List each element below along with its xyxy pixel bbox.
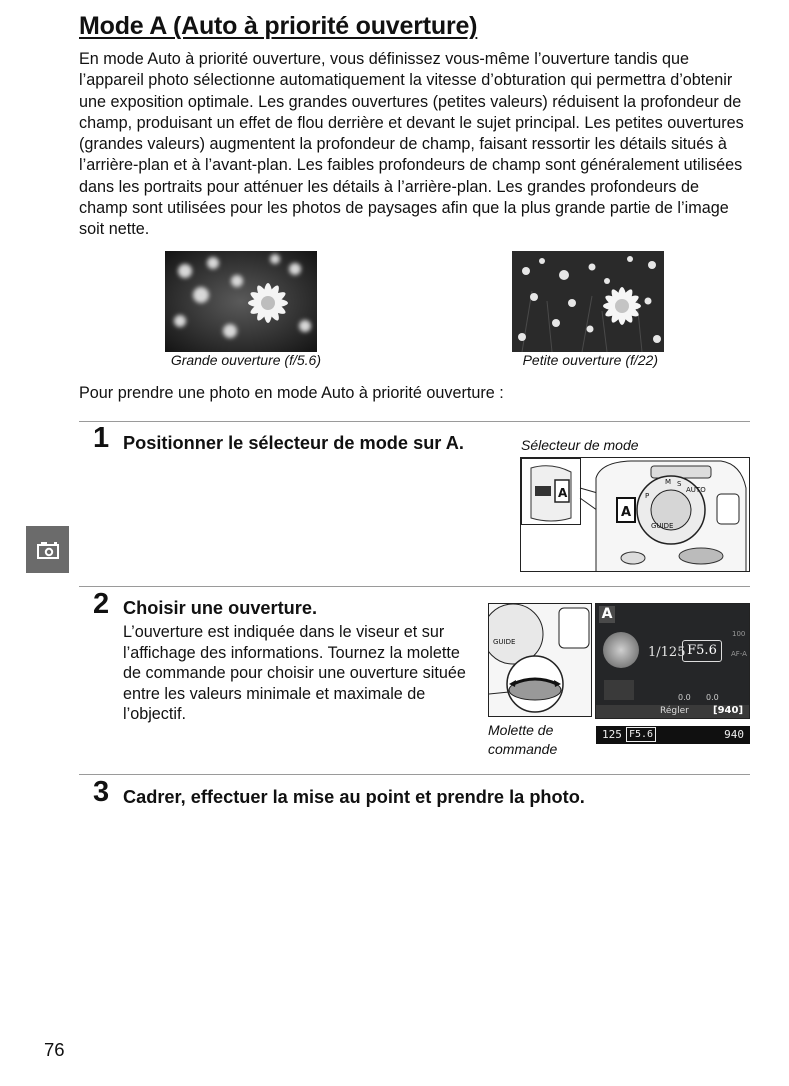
figure-label-mode-dial: Sélecteur de mode <box>521 437 639 453</box>
info-display <box>595 603 750 719</box>
photo-small-aperture <box>512 251 664 352</box>
step-divider <box>79 586 750 587</box>
figure-label-command-dial: commande <box>488 741 558 757</box>
svg-text:GUIDE: GUIDE <box>651 522 674 530</box>
adjust-label: Régler <box>660 706 689 716</box>
photo-caption-large-aperture: Grande ouverture (f/5.6) <box>170 352 321 368</box>
svg-text:AUTO: AUTO <box>686 486 706 494</box>
flash-comp-readout: 0.0 <box>706 693 719 702</box>
step-title: Choisir une ouverture. <box>123 598 318 618</box>
mode-dial-figure <box>520 457 750 572</box>
viewfinder-shots: 940 <box>724 728 744 741</box>
page-number: 76 <box>44 1039 65 1060</box>
step-title: Positionner le sélecteur de mode sur A. <box>123 433 464 453</box>
mode-indicator: A <box>599 606 615 623</box>
svg-text:M: M <box>665 478 672 486</box>
step-divider <box>79 421 750 422</box>
af-mode-readout: AF-A <box>731 650 747 658</box>
iso-readout: 100 <box>732 630 746 638</box>
svg-text:A: A <box>558 486 568 500</box>
page-title: Mode A (Auto à priorité ouverture) <box>79 12 478 40</box>
svg-text:GUIDE: GUIDE <box>493 638 516 646</box>
step-title: Cadrer, effectuer la mise au point et prendre la photo. <box>123 787 585 807</box>
auto-grid <box>604 680 634 700</box>
exposure-comp-readout: 0.0 <box>678 693 691 702</box>
command-dial-figure <box>488 603 592 717</box>
exposure-circle <box>603 632 639 668</box>
chapter-tab <box>26 526 69 573</box>
step-divider <box>79 774 750 775</box>
shots-remaining-readout: [940] <box>713 705 744 716</box>
shutter-speed-readout: 1/125 <box>648 645 686 660</box>
svg-text:S: S <box>677 480 682 488</box>
viewfinder-display <box>596 726 750 744</box>
photo-caption-small-aperture: Petite ouverture (f/22) <box>522 352 658 368</box>
figure-label-command-dial: Molette de <box>488 722 554 738</box>
aperture-readout: F5.6 <box>682 640 722 662</box>
svg-text:P: P <box>645 492 650 500</box>
step-number: 3 <box>93 776 110 808</box>
step-number: 2 <box>93 588 110 620</box>
step-body: L’ouverture est indiquée dans le viseur et sur l’affichage des informations. Tournez la molette de commande pour choisir une ouverture située entre les valeurs minimale et maximale de l’objectif. <box>123 623 466 724</box>
step-number: 1 <box>93 422 110 454</box>
camera-mode-icon <box>37 541 59 559</box>
procedure-lead: Pour prendre une photo en mode Auto à priorité ouverture : <box>79 384 504 402</box>
svg-text:A: A <box>621 505 632 520</box>
photo-large-aperture <box>165 251 317 352</box>
viewfinder-shutter: 125 <box>602 728 622 741</box>
intro-paragraph: En mode Auto à priorité ouverture, vous définissez vous-même l’ouverture tandis que l’appareil photo sélectionne automatiquement la vitesse d’obturation qui permettra d’obtenir une exposition optimale. Les grandes ouvertures (petites valeurs) réduisent la profondeur de champ, produisant un effet de flou derrière et devant le sujet principal. Les petites ouvertures (grandes valeurs) augmentent la profondeur de champ, faisant ressortir les détails situés à l’arrière-plan et à l’avant-plan. Les faibles profondeurs de champ sont généralement utilisées dans les portraits pour atténuer les détails à l’arrière-plan. Les grandes profondeurs de champ sont utilisées pour les photos de paysages afin que la plus grande partie de l’image soit nette. <box>79 50 744 239</box>
viewfinder-aperture: F5.6 <box>626 727 656 742</box>
